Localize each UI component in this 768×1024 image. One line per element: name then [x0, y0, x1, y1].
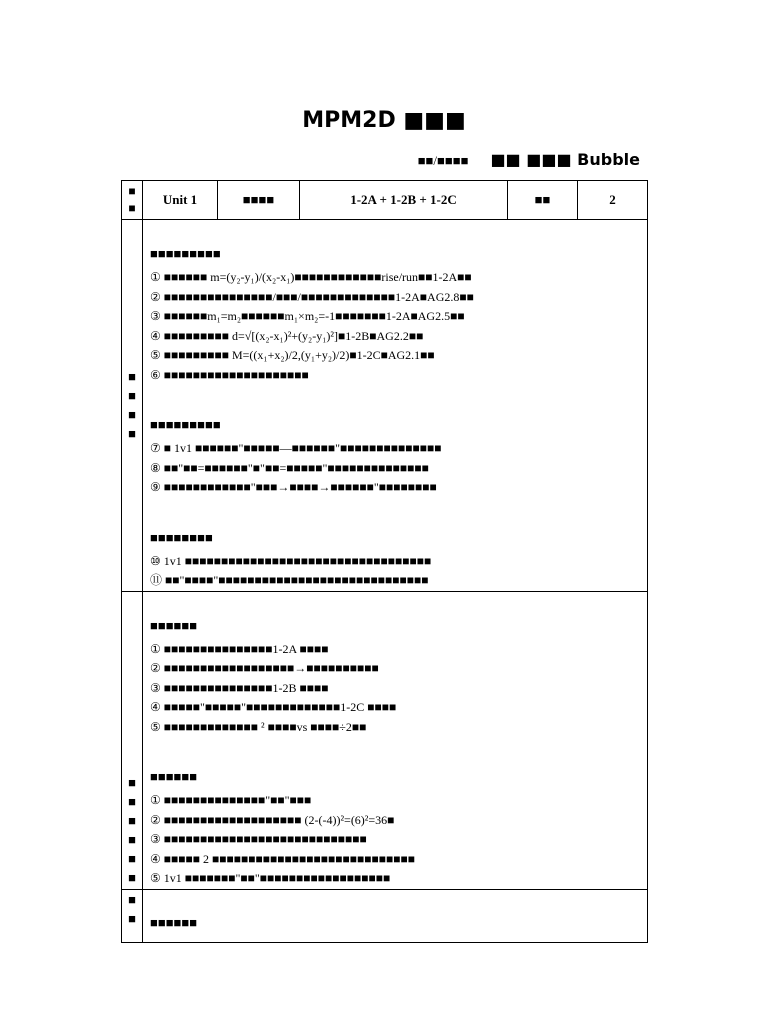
section-title: ■■■■■■■■■	[150, 246, 221, 261]
process-content	[143, 591, 648, 889]
section-title: ■■■■■■	[150, 769, 198, 784]
unit-cell: Unit 1	[143, 181, 218, 220]
section-title: ■■■■■■	[150, 617, 198, 633]
footer-content	[143, 889, 648, 942]
list-item: ⑨ ■■■■■■■■■■■■"■■■→■■■■→■■■■■■"■■■■■■■■	[150, 480, 437, 494]
list-item: ⑧ ■■"■■=■■■■■■"■"■■=■■■■■"■■■■■■■■■■■■■■	[150, 460, 429, 475]
header-label-4: ■■	[508, 181, 578, 220]
section-title: ■■■■■■■■■	[150, 417, 221, 432]
header-row	[122, 181, 648, 220]
list-item: ④ ■■■■■"■■■■■"■■■■■■■■■■■■■1-2C ■■■■	[150, 700, 397, 714]
process-row	[122, 591, 648, 889]
list-item: ⑤ 1v1 ■■■■■■■"■■"■■■■■■■■■■■■■■■■■■	[150, 871, 391, 885]
goals-row	[122, 220, 648, 592]
list-item: ① ■■■■■■■■■■■■■■■1-2A ■■■■	[150, 641, 329, 656]
list-item: ① ■■■■■■ m=(y₂-y₁)/(x₂-x₁)■■■■■■■■■■■■rise/run■■1-2A■■	[150, 270, 472, 284]
list-item: ② ■■■■■■■■■■■■■■■■■■■ (2-(-4))²=(6)²=36■	[150, 812, 395, 827]
list-item: ④ ■■■■■■■■■ d=√[(x₂-x₁)²+(y₂-y₁)²]■1-2B■AG2.2■■	[150, 328, 424, 343]
list-item: ⑥ ■■■■■■■■■■■■■■■■■■■■	[150, 367, 309, 382]
lesson-table	[121, 180, 648, 943]
list-item: ③ ■■■■■■■■■■■■■■■1-2B ■■■■	[150, 680, 329, 695]
goals-content	[143, 220, 648, 592]
list-item: ⑪ ■■"■■■■"■■■■■■■■■■■■■■■■■■■■■■■■■■■■■	[150, 573, 429, 587]
list-item: ⑤ ■■■■■■■■■■■■■ ² ■■■■vs ■■■■÷2■■	[150, 719, 367, 734]
list-item: ④ ■■■■■ 2 ■■■■■■■■■■■■■■■■■■■■■■■■■■■■	[150, 851, 415, 866]
header-label-2: ■■■■	[218, 181, 300, 220]
list-item: ① ■■■■■■■■■■■■■■"■■"■■■	[150, 793, 312, 807]
list-item: ③ ■■■■■■■■■■■■■■■■■■■■■■■■■■■■	[150, 832, 367, 846]
header-cell-1: ■ ■	[122, 181, 143, 220]
footer-row	[122, 889, 648, 942]
page-title: MPM2D ■■■	[302, 108, 466, 133]
list-item: ② ■■■■■■■■■■■■■■■/■■■/■■■■■■■■■■■■■1-2A■AG2.8■■	[150, 289, 474, 304]
teacher-name: ■■ ■■■ Bubble	[490, 150, 640, 169]
subtitle-label: ■■/■■■■	[417, 153, 469, 168]
goals-label: ■ ■ ■ ■	[122, 220, 143, 592]
header-value-4: 2	[578, 181, 648, 220]
lessons-cell: 1-2A + 1-2B + 1-2C	[300, 181, 508, 220]
process-label: ■ ■ ■ ■ ■ ■	[122, 591, 143, 889]
list-item: ② ■■■■■■■■■■■■■■■■■■→■■■■■■■■■■	[150, 661, 379, 675]
footer-section-title: ■■■■■■	[150, 914, 198, 930]
footer-label: ■ ■	[122, 889, 143, 942]
list-item: ③ ■■■■■■m₁=m₂■■■■■■m₁×m₂=-1■■■■■■■1-2A■AG2.5■■	[150, 309, 465, 323]
section-title: ■■■■■■■■	[150, 529, 213, 545]
list-item: ⑤ ■■■■■■■■■ M=((x₁+x₂)/2,(y₁+y₂)/2)■1-2C■AG2.1■■	[150, 348, 435, 362]
subtitle-row	[418, 150, 640, 169]
list-item: ⑩ 1v1 ■■■■■■■■■■■■■■■■■■■■■■■■■■■■■■■■■■	[150, 553, 432, 568]
list-item: ⑦ ■ 1v1 ■■■■■■"■■■■■—■■■■■■"■■■■■■■■■■■■■■	[150, 441, 442, 455]
